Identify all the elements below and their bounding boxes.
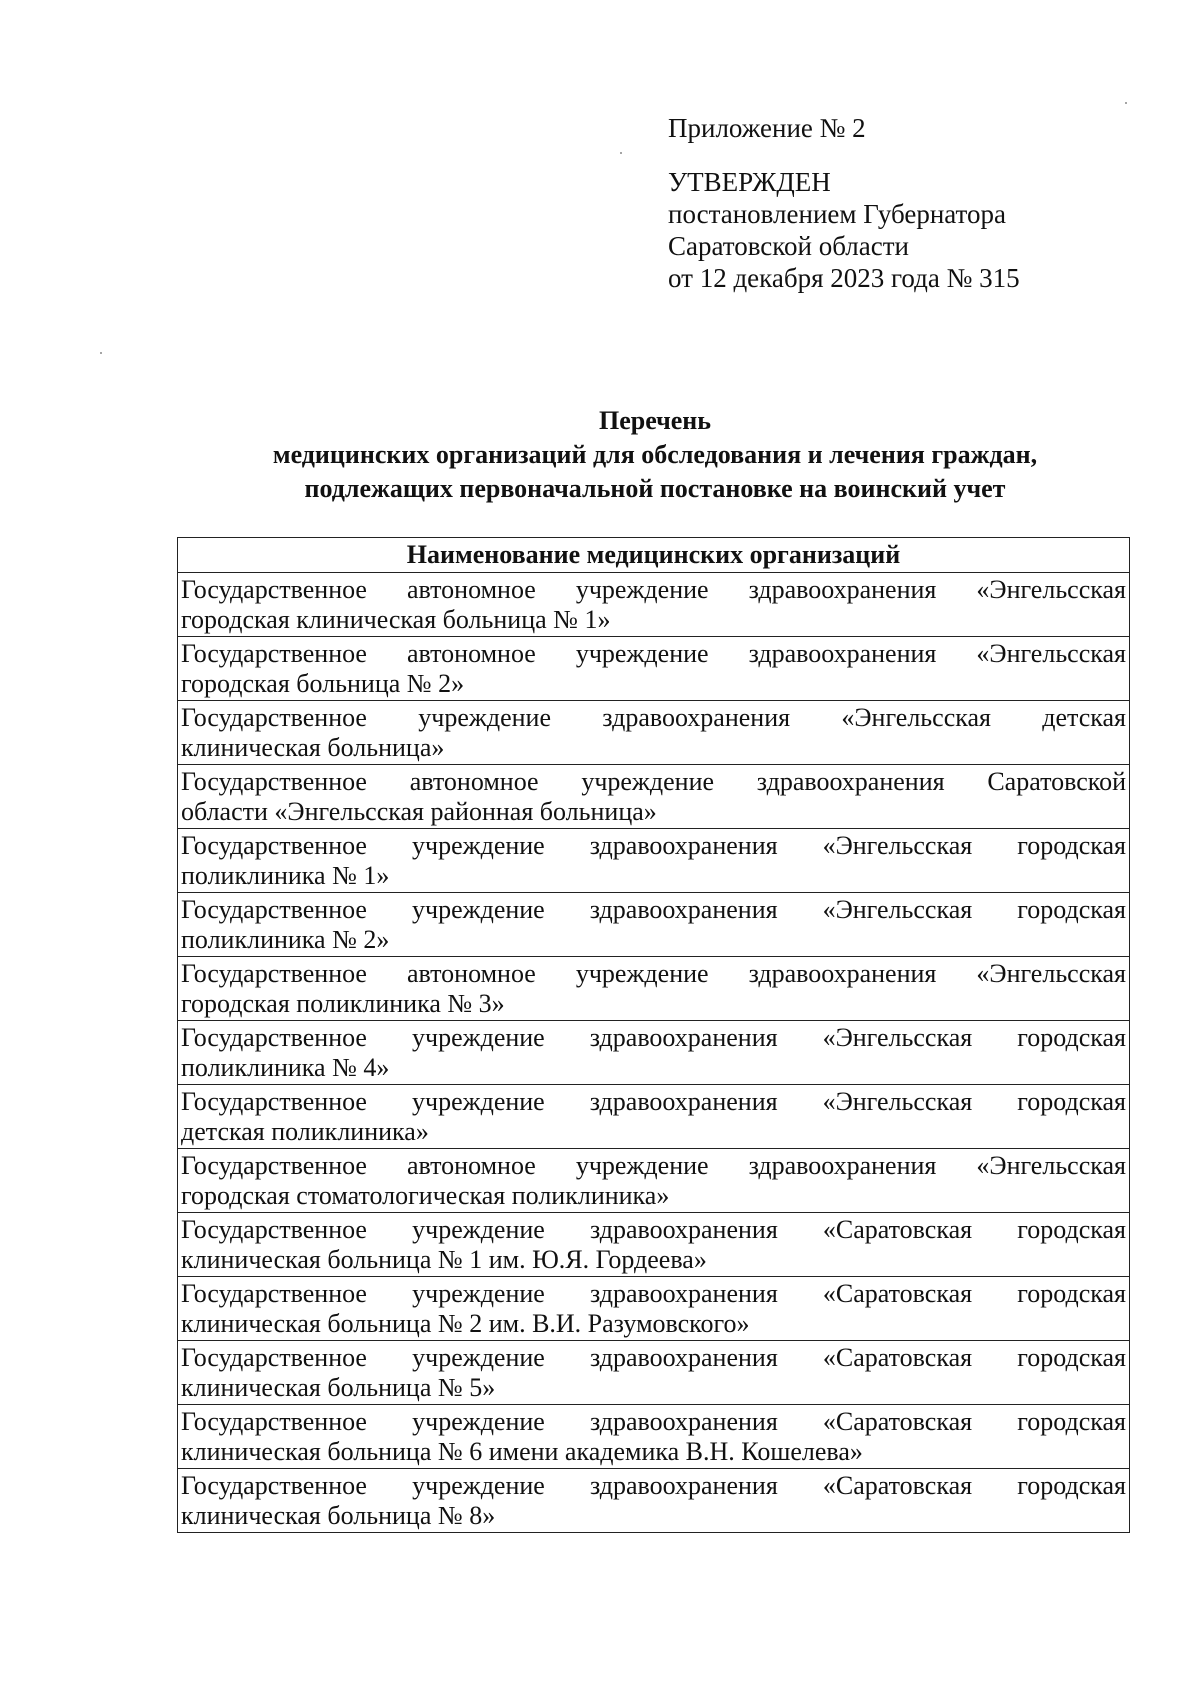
organization-name-line-2: клиническая больница № 1 им. Ю.Я. Гордеева» bbox=[181, 1245, 707, 1274]
organization-name-line-2: клиническая больница № 8» bbox=[181, 1501, 496, 1530]
table-row bbox=[178, 573, 1130, 637]
title-line-2: медицинских организаций для обследования и лечения граждан, bbox=[272, 440, 1038, 469]
title-line-3: подлежащих первоначальной постановке на воинский учет bbox=[304, 474, 1006, 503]
organization-cell bbox=[178, 1277, 1130, 1341]
organization-cell bbox=[178, 765, 1130, 829]
organization-name-line-2: поликлиника № 1» bbox=[181, 861, 390, 890]
decree-line-2: Саратовской области bbox=[668, 231, 909, 261]
organization-name-line-2: детская поликлиника» bbox=[181, 1117, 429, 1146]
organization-name-line-1: Государственное учреждение здравоохранения «Саратовская городская bbox=[181, 1471, 1126, 1500]
organization-cell bbox=[178, 829, 1130, 893]
organization-name-line-2: поликлиника № 2» bbox=[181, 925, 390, 954]
organization-name-line-2: городская стоматологическая поликлиника» bbox=[181, 1181, 670, 1210]
organization-name-line-1: Государственное автономное учреждение здравоохранения «Энгельсская bbox=[181, 575, 1126, 604]
organization-name-line-1: Государственное учреждение здравоохранения «Энгельсская городская bbox=[181, 895, 1126, 924]
organization-cell bbox=[178, 1021, 1130, 1085]
table-row bbox=[178, 765, 1130, 829]
organization-name-line-2: клиническая больница» bbox=[181, 733, 445, 762]
organization-name-line-1: Государственное учреждение здравоохранения «Энгельсская городская bbox=[181, 831, 1126, 860]
organization-cell bbox=[178, 1341, 1130, 1405]
organization-cell bbox=[178, 1149, 1130, 1213]
organization-name-line-1: Государственное учреждение здравоохранения «Саратовская городская bbox=[181, 1279, 1126, 1308]
table-body bbox=[178, 573, 1130, 1533]
table-row bbox=[178, 957, 1130, 1021]
decree-line-1: постановлением Губернатора bbox=[668, 199, 1006, 229]
organization-cell bbox=[178, 893, 1130, 957]
organization-name-line-1: Государственное учреждение здравоохранения «Энгельсская городская bbox=[181, 1087, 1126, 1116]
organization-name-line-1: Государственное учреждение здравоохранения «Саратовская городская bbox=[181, 1215, 1126, 1244]
organizations-table bbox=[177, 537, 1130, 1533]
approval-block bbox=[668, 112, 1088, 294]
table-row bbox=[178, 829, 1130, 893]
organization-cell bbox=[178, 1213, 1130, 1277]
table-row bbox=[178, 1469, 1130, 1533]
organization-cell bbox=[178, 573, 1130, 637]
organization-name-line-2: городская больница № 2» bbox=[181, 669, 465, 698]
table-row bbox=[178, 893, 1130, 957]
approved-stamp-text: УТВЕРЖДЕН bbox=[668, 167, 831, 197]
scan-speck bbox=[620, 152, 622, 154]
organization-cell bbox=[178, 1085, 1130, 1149]
organization-cell bbox=[178, 701, 1130, 765]
organization-name-line-2: поликлиника № 4» bbox=[181, 1053, 390, 1082]
organization-name-line-2: области «Энгельсская районная больница» bbox=[181, 797, 657, 826]
table-header-cell: Наименование медицинских организаций bbox=[178, 538, 1130, 573]
table-row bbox=[178, 1149, 1130, 1213]
table-row bbox=[178, 637, 1130, 701]
organization-name-line-2: клиническая больница № 5» bbox=[181, 1373, 496, 1402]
organization-cell bbox=[178, 637, 1130, 701]
organization-name-line-2: городская поликлиника № 3» bbox=[181, 989, 505, 1018]
table-row bbox=[178, 1277, 1130, 1341]
organization-name-line-2: клиническая больница № 6 имени академика В.Н. Кошелева» bbox=[181, 1437, 863, 1466]
organization-cell bbox=[178, 1469, 1130, 1533]
table-row bbox=[178, 701, 1130, 765]
decree-line-3: от 12 декабря 2023 года № 315 bbox=[668, 263, 1020, 293]
table-row bbox=[178, 1341, 1130, 1405]
organization-name-line-1: Государственное автономное учреждение здравоохранения Саратовской bbox=[181, 767, 1126, 796]
organization-cell bbox=[178, 1405, 1130, 1469]
scan-speck bbox=[100, 352, 102, 354]
table-row bbox=[178, 1021, 1130, 1085]
organization-name-line-1: Государственное автономное учреждение здравоохранения «Энгельсская bbox=[181, 1151, 1126, 1180]
organization-name-line-1: Государственное учреждение здравоохранения «Саратовская городская bbox=[181, 1407, 1126, 1436]
table-row bbox=[178, 1213, 1130, 1277]
organization-name-line-1: Государственное учреждение здравоохранения «Саратовская городская bbox=[181, 1343, 1126, 1372]
table-row bbox=[178, 1405, 1130, 1469]
organization-cell bbox=[178, 957, 1130, 1021]
organization-name-line-1: Государственное автономное учреждение здравоохранения «Энгельсская bbox=[181, 639, 1126, 668]
organization-name-line-1: Государственное учреждение здравоохранения «Энгельсская городская bbox=[181, 1023, 1126, 1052]
table-header-row bbox=[178, 538, 1130, 573]
organization-name-line-1: Государственное учреждение здравоохранения «Энгельсская детская bbox=[181, 703, 1126, 732]
annex-number: Приложение № 2 bbox=[668, 113, 866, 143]
table-row bbox=[178, 1085, 1130, 1149]
organization-name-line-2: городская клиническая больница № 1» bbox=[181, 605, 611, 634]
organization-name-line-1: Государственное автономное учреждение здравоохранения «Энгельсская bbox=[181, 959, 1126, 988]
organization-name-line-2: клиническая больница № 2 им. В.И. Разумовского» bbox=[181, 1309, 750, 1338]
document-title bbox=[160, 404, 1150, 506]
title-line-1: Перечень bbox=[598, 406, 712, 435]
scan-speck bbox=[1125, 102, 1127, 104]
